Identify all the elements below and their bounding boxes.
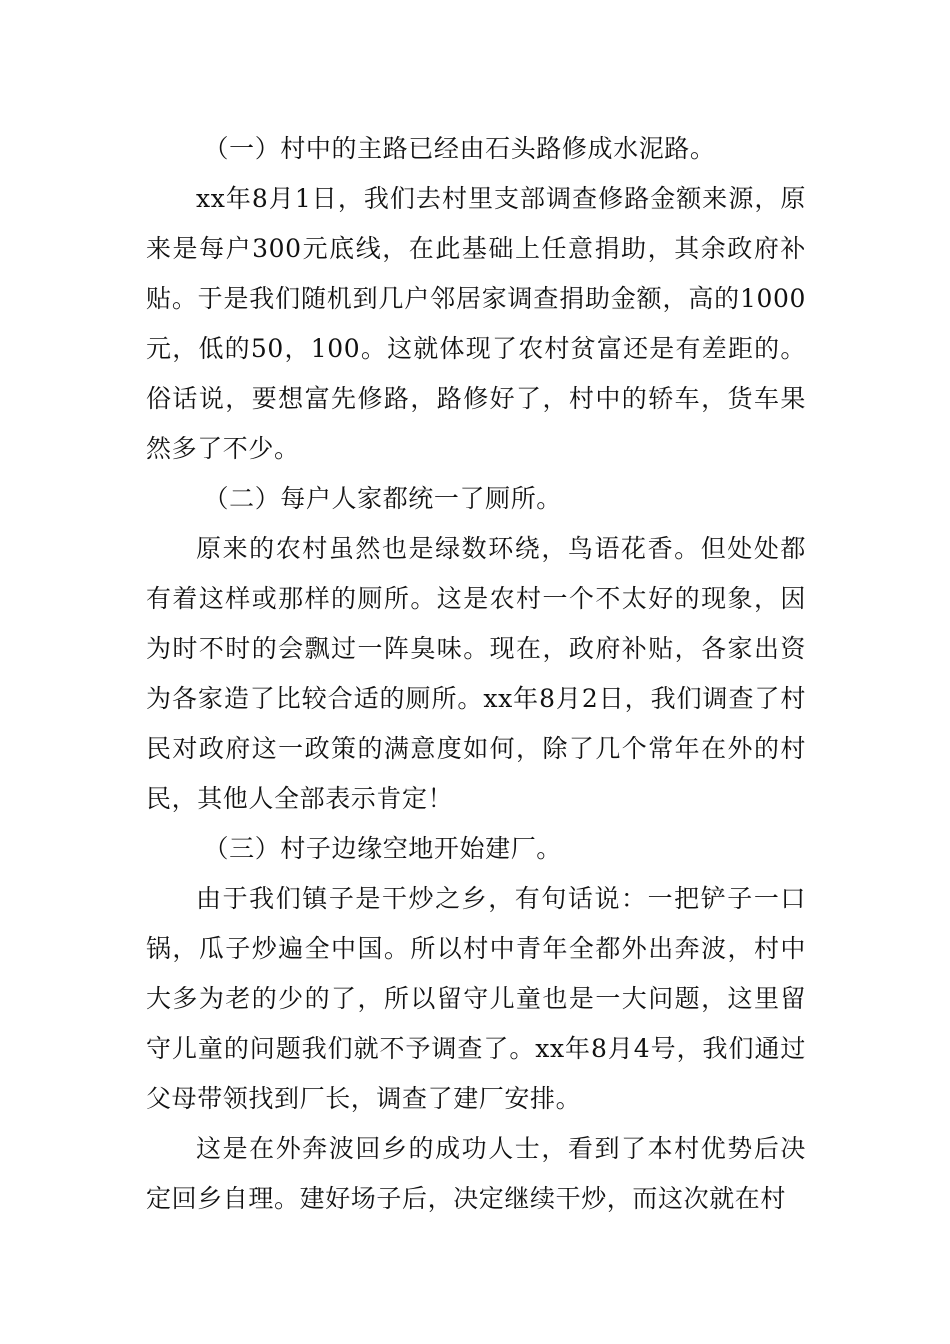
paragraph-toilets: 原来的农村虽然也是绿数环绕，鸟语花香。但处处都有着这样或那样的厕所。这是农村一个不太好的现象，因为时不时的会飘过一阵臭味。现在，政府补贴，各家出资为各家造了比较合适的厕所。xx年8月2日，我们调查了村民对政府这一政策的满意度如何，除了几个常年在外的村民，其他人全部表示肯定！ bbox=[146, 534, 806, 813]
document-body bbox=[146, 124, 806, 1224]
paragraph-factory-background: 由于我们镇子是干炒之乡，有句话说：一把铲子一口锅，瓜子炒遍全中国。所以村中青年全都外出奔波，村中大多为老的少的了，所以留守儿童也是一大问题，这里留守儿童的问题我们就不予调查了。xx年8月4号，我们通过父母带领找到厂长，调查了建厂安排。 bbox=[146, 884, 806, 1113]
section-heading-3: （三）村子边缘空地开始建厂。 bbox=[203, 834, 562, 863]
paragraph-road-funding: xx年8月1日，我们去村里支部调查修路金额来源，原来是每户300元底线，在此基础上任意捐助，其余政府补贴。于是我们随机到几户邻居家调查捐助金额，高的1000元，低的50，100。这就体现了农村贫富还是有差距的。俗话说，要想富先修路，路修好了，村中的轿车，货车果然多了不少。 bbox=[146, 184, 806, 463]
section-heading-1: （一）村中的主路已经由石头路修成水泥路。 bbox=[203, 134, 716, 163]
section-heading-2: （二）每户人家都统一了厕所。 bbox=[203, 484, 562, 513]
paragraph-factory-owner: 这是在外奔波回乡的成功人士，看到了本村优势后决定回乡自理。建好场子后，决定继续干炒，而这次就在村 bbox=[146, 1134, 806, 1213]
